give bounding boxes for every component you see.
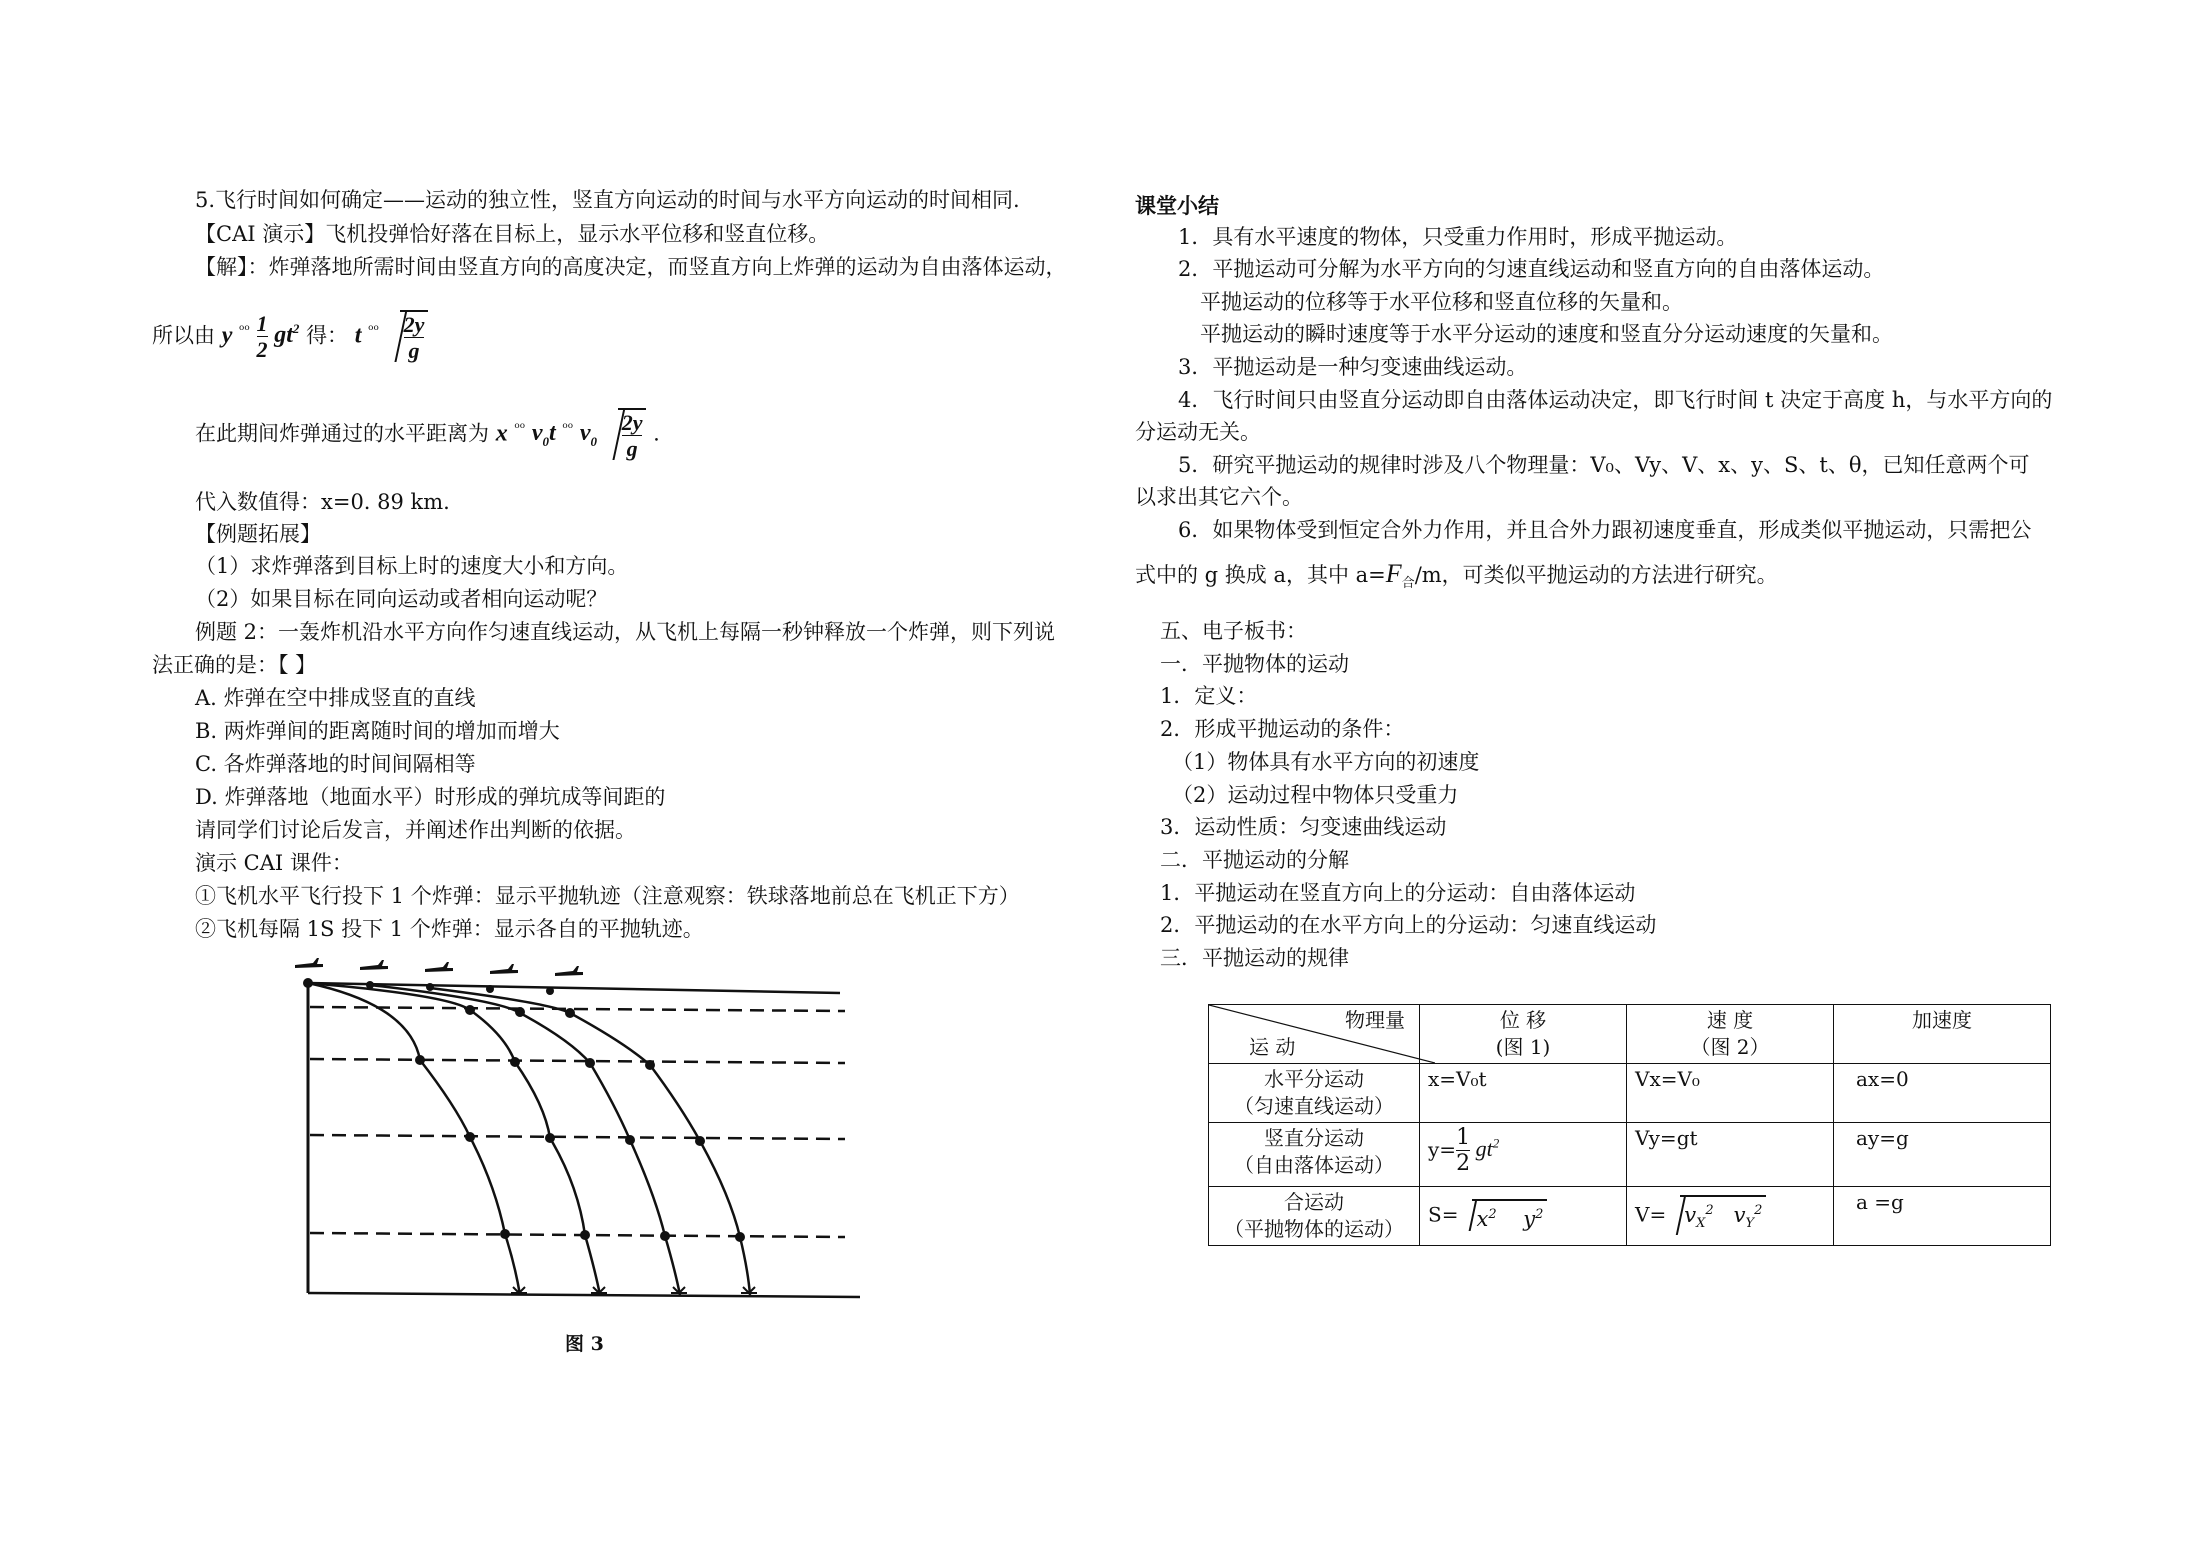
formula-y: y <box>221 322 233 349</box>
impact-icon <box>511 1287 757 1293</box>
motion-name-cell: 水平分运动 （匀速直线运动） <box>1209 1064 1420 1123</box>
rules-table <box>1208 1004 2051 1246</box>
formula-line: 在此期间炸弹通过的水平距离为 x $^{ᵒᵒ}$ $v_0t$ $^{ᵒᵒ}$ $v_0$ $\frac{2y}{g}$ . <box>195 410 660 462</box>
text-line: 【CAI 演示】飞机投弹恰好落在目标上，显示水平位移和竖直位移。 <box>195 222 830 246</box>
displacement-cell: y= $\frac{1}{2}$ $gt^2$ <box>1420 1123 1627 1187</box>
text-line: 【例题拓展】 <box>195 522 321 546</box>
text-mid: 得： <box>306 323 349 348</box>
summary-item: 5．研究平抛运动的规律时涉及八个物理量：V₀、Vy、V、x、y、S、t、θ，已知任意两个可 <box>1178 453 2030 477</box>
acceleration-cell: ax=0 <box>1834 1064 2051 1123</box>
summary-item: 2．平抛运动可分解为水平方向的匀速直线运动和竖直方向的自由落体运动。 <box>1178 257 1885 281</box>
summary-item: 1．具有水平速度的物体，只受重力作用时，形成平抛运动。 <box>1178 225 1738 249</box>
text-line: ②飞机每隔 1S 投下 1 个炸弹：显示各自的平抛轨迹。 <box>195 917 704 941</box>
header-displacement: 位 移 (图 1) <box>1420 1005 1627 1064</box>
motion-name-cell: 竖直分运动 （自由落体运动） <box>1209 1123 1420 1187</box>
board-item: （1）物体具有水平方向的初速度 <box>1172 750 1480 774</box>
header-velocity: 速 度 （图 2） <box>1627 1005 1834 1064</box>
text-prefix: 在此期间炸弹通过的水平距离为 <box>195 421 489 446</box>
trajectory-figure <box>290 955 880 1325</box>
option-b: B. 两炸弹间的距离随时间的增加而增大 <box>195 719 560 743</box>
text-line: 【解】：炸弹落地所需时间由竖直方向的高度决定，而竖直方向上炸弹的运动为自由落体运动， <box>195 255 1067 279</box>
board-item: 三．平抛运动的规律 <box>1160 946 1349 970</box>
sqrt-2y-g: $\frac{2y}{g}$ <box>618 408 647 462</box>
summary-item: 分运动无关。 <box>1135 420 1261 444</box>
text-line: 代入数值得：x=0. 89 km. <box>195 490 450 514</box>
summary-item: 4．飞行时间只由竖直分运动即自由落体运动决定，即飞行时间 t 决定于高度 h，与水平方向的 <box>1178 388 2053 412</box>
summary-item: 平抛运动的位移等于水平位移和竖直位移的矢量和。 <box>1200 290 1683 314</box>
summary-item: 3．平抛运动是一种匀变速曲线运动。 <box>1178 355 1528 379</box>
board-item: 2．形成平抛运动的条件： <box>1160 717 1405 741</box>
formula-line: 所以由 y $^{ᵒᵒ}$ $\frac{1}{2}$ $gt^2$ 得： t $^{ᵒᵒ}$ $\frac{2y}{g}$ <box>152 310 428 364</box>
text-line: 演示 CAI 课件： <box>195 851 353 875</box>
header-motion: 运 动 <box>1249 1035 1296 1059</box>
motion-name-cell: 合运动 （平抛物体的运动） <box>1209 1187 1420 1246</box>
text-line: 5.飞行时间如何确定——运动的独立性，竖直方向运动的时间与水平方向运动的时间相同. <box>195 188 1020 212</box>
sqrt-2y-g: $\frac{2y}{g}$ <box>400 310 429 364</box>
board-item: 一．平抛物体的运动 <box>1160 652 1349 676</box>
text-line: 请同学们讨论后发言，并阐述作出判断的依据。 <box>195 818 636 842</box>
text-line: （2）如果目标在同向运动或者相向运动呢？ <box>195 587 608 611</box>
header-diagonal-cell <box>1209 1005 1420 1064</box>
table-row <box>1209 1064 2051 1123</box>
summary-item: 平抛运动的瞬时速度等于水平分运动的速度和竖直分分运动速度的矢量和。 <box>1200 322 1893 346</box>
velocity-cell: Vx=V₀ <box>1627 1064 1834 1123</box>
summary-item: 6．如果物体受到恒定合外力作用，并且合外力跟初速度垂直，形成类似平抛运动，只需把公 <box>1178 518 2032 542</box>
velocity-cell: $V= v_X^2$ $v_Y^2$ <box>1627 1187 1834 1246</box>
text-line: 例题 2：一轰炸机沿水平方向作匀速直线运动，从飞机上每隔一秒钟释放一个炸弹，则下列说 <box>195 620 1056 644</box>
board-item: 1．定义： <box>1160 684 1258 708</box>
board-item: 3．运动性质：匀变速曲线运动 <box>1160 815 1447 839</box>
board-item: 二．平抛运动的分解 <box>1160 848 1349 872</box>
board-item: （2）运动过程中物体只受重力 <box>1172 783 1459 807</box>
text-prefix: 所以由 <box>152 323 215 348</box>
option-c: C. 各炸弹落地的时间间隔相等 <box>195 752 476 776</box>
displacement-cell: x=V₀t <box>1420 1064 1627 1123</box>
table-row <box>1209 1123 2051 1187</box>
header-acceleration: 加速度 <box>1834 1005 2051 1064</box>
velocity-cell: Vy=gt <box>1627 1123 1834 1187</box>
acceleration-cell: ay=g <box>1834 1123 2051 1187</box>
text-line: （1）求炸弹落到目标上时的速度大小和方向。 <box>195 554 629 578</box>
figure-caption: 图 3 <box>565 1333 604 1355</box>
acceleration-cell: a =g <box>1834 1187 2051 1246</box>
table-header-row <box>1209 1005 2051 1064</box>
option-d: D. 炸弹落地（地面水平）时形成的弹坑成等间距的 <box>195 785 666 809</box>
board-item: 2．平抛运动的在水平方向上的分运动：匀速直线运动 <box>1160 913 1657 937</box>
section-title: 课堂小结 <box>1135 193 1219 218</box>
displacement-cell: $S= x^2$ $y^2$ <box>1420 1187 1627 1246</box>
board-item: 1．平抛运动在竖直方向上的分运动：自由落体运动 <box>1160 881 1636 905</box>
text-line: 法正确的是：【 】 <box>152 653 317 677</box>
table-row <box>1209 1187 2051 1246</box>
summary-item: 式中的 g 换成 a，其中 $a=F_合/m$，可类似平抛运动的方法进行研究。 <box>1135 559 1778 592</box>
fraction-half: $\frac{1}{2}$ <box>256 311 268 363</box>
header-quantity: 物理量 <box>1345 1008 1405 1032</box>
board-heading: 五、电子板书： <box>1160 619 1307 643</box>
summary-item: 以求出其它六个。 <box>1135 485 1303 509</box>
airplane-icon <box>295 958 583 976</box>
option-a: A. 炸弹在空中排成竖直的直线 <box>195 686 476 710</box>
text-line: ①飞机水平飞行投下 1 个炸弹：显示平抛轨迹（注意观察：铁球落地前总在飞机正下方） <box>195 884 1020 908</box>
